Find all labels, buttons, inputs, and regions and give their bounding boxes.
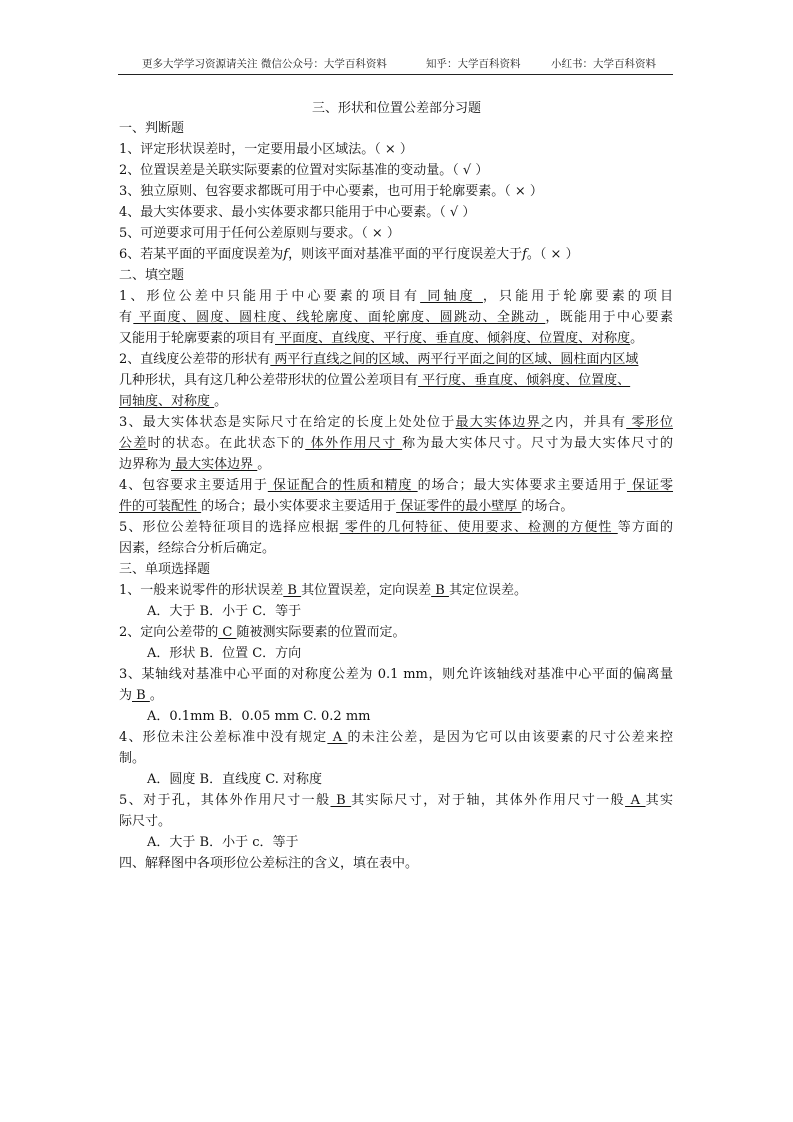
choice-q2-options: A．形状 B．位置 C．方向	[147, 646, 302, 661]
answer-blank: 件的可装配性	[119, 499, 202, 514]
answer-blank: 最大实体边界	[171, 457, 258, 472]
answer-blank: B	[132, 688, 150, 703]
choice-q1: 1、一般来说零件的形状误差 B 其位置误差，定向误差 B 其定位误差。	[119, 583, 527, 598]
answer-blank: 保证配合的性质和精度	[267, 478, 418, 493]
answer-blank: A	[625, 793, 646, 808]
judgment-q3: 3、独立原则、包容要求都既可用于中心要素，也可用于轮廓要素。（ × ）	[119, 184, 543, 199]
answer-blank: 两平行直线之间的区域、两平行平面之间的区域、圆柱面内区域	[270, 352, 639, 367]
fill-q3-line1: 3、最大实体状态是实际尺寸在给定的长度上处处位于最大实体边界之内，并具有 零形位	[119, 415, 673, 430]
fill-q2-line1: 2、直线度公差带的形状有 两平行直线之间的区域、两平行平面之间的区域、圆柱面内区域	[119, 352, 639, 367]
header-xiaohongshu-note: 小红书：大学百科资料	[551, 58, 656, 70]
judgment-q4: 4、最大实体要求、最小实体要求都只能用于中心要素。（ √ ）	[119, 205, 476, 220]
answer-blank: 体外作用尺寸	[305, 436, 403, 451]
answer-blank: 平面度、圆度、圆柱度、线轮廓度、面轮廓度、圆跳动、全跳动	[133, 310, 546, 325]
fill-q3-line2: 公差时的状态。在此状态下的 体外作用尺寸 称为最大实体尺寸。尺寸为最大实体尺寸的	[119, 436, 673, 451]
document-title: 三、形状和位置公差部分习题	[311, 101, 481, 116]
fill-q4-line2: 件的可装配性 的场合；最小实体要求主要适用于 保证零件的最小壁厚 的场合。	[119, 499, 574, 514]
fill-q4-line1: 4、包容要求主要适用于 保证配合的性质和精度 的场合；最大实体要求主要适用于 保证零	[119, 478, 674, 493]
fill-q1-line1: 1、形位公差中只能用于中心要素的项目有 同轴度 ，只能用于轮廓要素的项目	[119, 289, 673, 304]
section-heading-fill-in: 二、填空题	[119, 268, 185, 283]
page-header	[118, 52, 673, 75]
judgment-q2: 2、位置误差是关联实际要素的位置对实际基准的变动量。（ √ ）	[119, 163, 489, 178]
fill-q5-line1: 5、形位公差特征项目的选择应根据 零件的几何特征、使用要求、检测的方便性 等方面的	[119, 520, 673, 535]
answer-blank: B	[330, 793, 352, 808]
choice-q5-line1: 5、对于孔，其体外作用尺寸一般 B 其实际尺寸，对于轴，其体外作用尺寸一般 A 其实	[119, 793, 673, 808]
choice-q2: 2、定向公差带的 C 随被测实际要素的位置而定。	[119, 625, 406, 640]
answer-blank: 保证零	[627, 478, 674, 493]
choice-q3-options: A．0.1mm B．0.05 mm C. 0.2 mm	[147, 709, 371, 724]
choice-q4-line1: 4、形位未注公差标准中没有规定 A 的未注公差，是因为它可以由该要素的尺寸公差来控	[119, 730, 673, 745]
fill-q2-line3: 同轴度、对称度 。	[119, 394, 228, 409]
fill-q5-line2: 因素，经综合分析后确定。	[119, 541, 276, 556]
section-heading-choice: 三、单项选择题	[119, 562, 211, 577]
choice-q5-options: A．大于 B．小于 c．等于	[147, 835, 299, 850]
answer-blank: 零件的几何特征、使用要求、检测的方便性	[339, 520, 618, 535]
answer-blank: 保证零件的最小壁厚	[396, 499, 522, 514]
answer-blank: 平行度、垂直度、倾斜度、位置度、	[418, 373, 631, 388]
judgment-q5: 5、可逆要求可用于任何公差原则与要求。（ × ）	[119, 226, 400, 241]
choice-q4-line2: 制。	[119, 751, 146, 766]
judgment-q6: 6、若某平面的平面度误差为f，则该平面对基准平面的平行度误差大于f。（ × ）	[119, 247, 579, 262]
choice-q5-line2: 际尺寸。	[119, 814, 172, 829]
header-zhihu-note: 知乎：大学百科资料	[426, 58, 521, 70]
section-heading-explain: 四、解释图中各项形位公差标注的含义，填在表中。	[119, 856, 419, 871]
choice-q3-line1: 3、某轴线对基准中心平面的对称度公差为 0.1 mm，则允许该轴线对基准中心平面的偏离量	[119, 667, 673, 682]
choice-q3-line2: 为 B 。	[119, 688, 163, 703]
answer-blank: 最大实体边界	[455, 415, 541, 430]
judgment-q1: 1、评定形状误差时，一定要用最小区域法。（ × ）	[119, 142, 413, 157]
fill-q3-line3: 边界称为 最大实体边界 。	[119, 457, 271, 472]
header-wechat-note: 更多大学学习资源请关注 微信公众号：大学百科资料	[142, 58, 387, 70]
choice-q1-options: A．大于 B．小于 C．等于	[147, 604, 302, 619]
answer-blank: 平面度、直线度、平行度、垂直度、倾斜度、位置度、对称度	[275, 331, 631, 346]
answer-blank: 公差	[119, 436, 148, 451]
answer-blank: B	[283, 583, 302, 598]
document-body	[119, 118, 673, 874]
fill-q1-line2: 有 平面度、圆度、圆柱度、线轮廓度、面轮廓度、圆跳动、全跳动 ，既能用于中心要素	[119, 310, 673, 325]
answer-blank: B	[431, 583, 449, 598]
answer-blank: 同轴度、对称度	[119, 394, 215, 409]
answer-blank: C	[218, 625, 237, 640]
choice-q4-options: A．圆度 B．直线度 C. 对称度	[147, 772, 322, 787]
fill-q1-line3: 又能用于轮廓要素的项目有 平面度、直线度、平行度、垂直度、倾斜度、位置度、对称度。	[119, 331, 644, 346]
section-heading-judgment: 一、判断题	[119, 121, 185, 136]
answer-blank: A	[327, 730, 348, 745]
answer-blank: 同轴度	[420, 289, 483, 304]
fill-q2-line2: 几种形状，具有这几种公差带形状的位置公差项目有 平行度、垂直度、倾斜度、位置度、	[119, 373, 631, 388]
answer-blank: 零形位	[626, 415, 673, 430]
